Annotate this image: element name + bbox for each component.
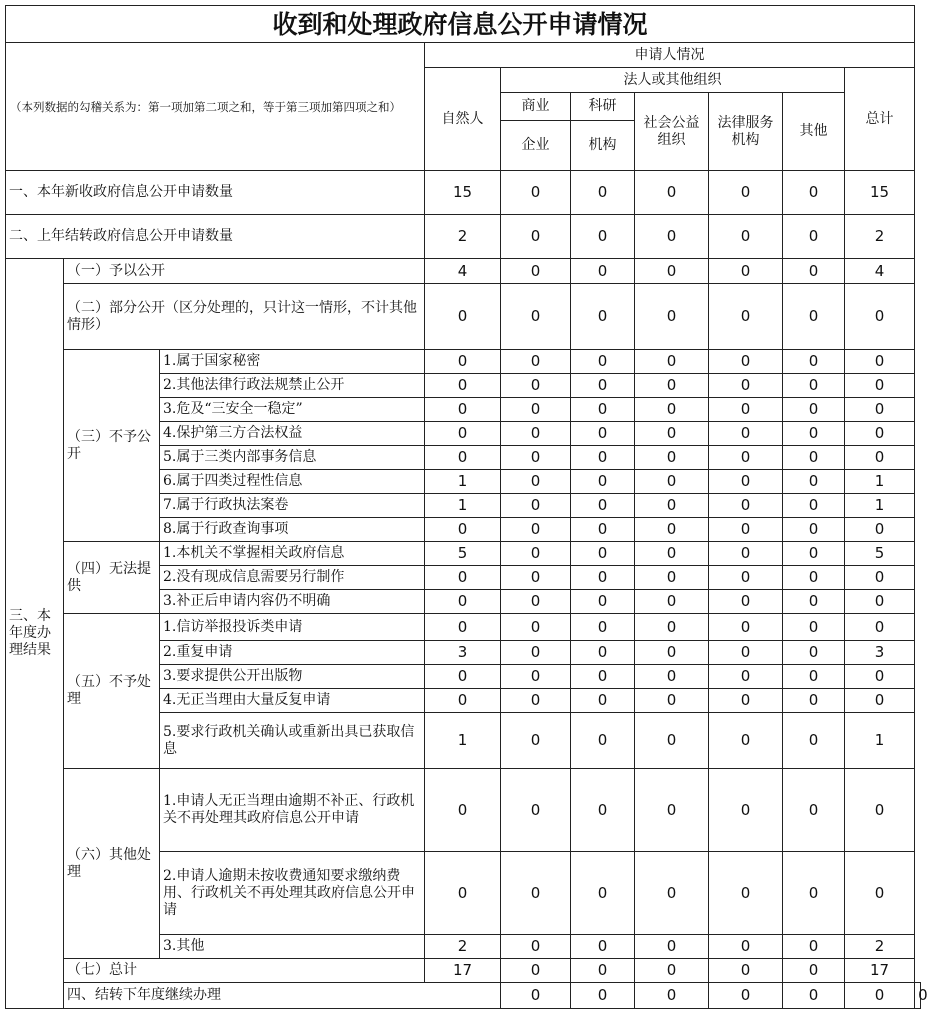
row-other-handling-1 bbox=[6, 769, 921, 852]
cell-value: 0 bbox=[915, 983, 921, 1009]
cell-value: 0 bbox=[845, 769, 915, 852]
cell-value: 0 bbox=[635, 641, 709, 665]
cell-value: 0 bbox=[571, 590, 635, 614]
cell-value: 15 bbox=[425, 171, 501, 215]
row-label: 5.要求行政机关确认或重新出具已获取信息 bbox=[160, 713, 425, 769]
cell-value: 0 bbox=[425, 614, 501, 641]
cell-value: 0 bbox=[783, 935, 845, 959]
cell-value: 1 bbox=[425, 494, 501, 518]
cell-value: 0 bbox=[783, 398, 845, 422]
cell-value: 0 bbox=[501, 542, 571, 566]
cell-value: 0 bbox=[425, 422, 501, 446]
cell-value: 0 bbox=[709, 852, 783, 935]
cell-value: 0 bbox=[571, 518, 635, 542]
cell-value: 2 bbox=[845, 935, 915, 959]
cell-value: 0 bbox=[635, 284, 709, 350]
cell-value: 0 bbox=[501, 590, 571, 614]
cell-value: 0 bbox=[783, 959, 845, 983]
gov-info-disclosure-table bbox=[5, 5, 928, 1009]
cell-value: 0 bbox=[845, 983, 915, 1009]
cell-value: 0 bbox=[709, 171, 783, 215]
row-label: 5.属于三类内部事务信息 bbox=[160, 446, 425, 470]
cell-value: 0 bbox=[571, 374, 635, 398]
social-org-header: 社会公益组织 bbox=[635, 93, 709, 171]
commercial-header-bottom: 企业 bbox=[501, 121, 571, 171]
cell-value: 0 bbox=[571, 852, 635, 935]
cell-value: 0 bbox=[845, 518, 915, 542]
row-label: （七）总计 bbox=[64, 959, 425, 983]
cell-value: 0 bbox=[501, 566, 571, 590]
cell-value: 0 bbox=[425, 689, 501, 713]
cell-value: 0 bbox=[635, 171, 709, 215]
balance-note: （本列数据的勾稽关系为：第一项加第二项之和，等于第三项加第四项之和） bbox=[6, 43, 425, 171]
cell-value: 0 bbox=[635, 614, 709, 641]
cell-value: 0 bbox=[783, 983, 845, 1009]
cell-value: 0 bbox=[501, 171, 571, 215]
cell-value: 0 bbox=[709, 689, 783, 713]
cell-value: 0 bbox=[501, 446, 571, 470]
cell-value: 1 bbox=[425, 470, 501, 494]
cell-value: 0 bbox=[501, 959, 571, 983]
cell-value: 0 bbox=[425, 518, 501, 542]
cell-value: 0 bbox=[709, 374, 783, 398]
cell-value: 0 bbox=[783, 215, 845, 259]
cell-value: 0 bbox=[571, 689, 635, 713]
cell-value: 1 bbox=[845, 713, 915, 769]
cell-value: 0 bbox=[571, 665, 635, 689]
cell-value: 0 bbox=[501, 284, 571, 350]
row-label: （二）部分公开（区分处理的，只计这一情形，不计其他情形） bbox=[64, 284, 425, 350]
cell-value: 0 bbox=[635, 665, 709, 689]
row-subtotal bbox=[6, 959, 921, 983]
cell-value: 0 bbox=[571, 398, 635, 422]
cell-value: 0 bbox=[635, 689, 709, 713]
cell-value: 3 bbox=[845, 641, 915, 665]
row-label: 3.危及“三安全一稳定” bbox=[160, 398, 425, 422]
cell-value: 0 bbox=[709, 983, 783, 1009]
row-carry-forward bbox=[6, 983, 921, 1009]
cell-value: 0 bbox=[709, 665, 783, 689]
row-label: 6.属于四类过程性信息 bbox=[160, 470, 425, 494]
row-label: 3.其他 bbox=[160, 935, 425, 959]
cell-value: 0 bbox=[571, 494, 635, 518]
cell-value: 0 bbox=[783, 665, 845, 689]
cell-value: 0 bbox=[635, 542, 709, 566]
cell-value: 0 bbox=[783, 590, 845, 614]
cell-value: 0 bbox=[501, 689, 571, 713]
cell-value: 4 bbox=[845, 259, 915, 284]
cell-value: 0 bbox=[783, 350, 845, 374]
cell-value: 0 bbox=[635, 983, 709, 1009]
row-new-requests bbox=[6, 171, 921, 215]
cell-value: 0 bbox=[709, 769, 783, 852]
row-label: 一、本年新收政府信息公开申请数量 bbox=[6, 171, 425, 215]
row-label: 4.保护第三方合法权益 bbox=[160, 422, 425, 446]
row-not-disclosed-1 bbox=[6, 350, 921, 374]
cell-value: 0 bbox=[845, 350, 915, 374]
cell-value: 0 bbox=[845, 446, 915, 470]
cell-value: 0 bbox=[425, 374, 501, 398]
cell-value: 0 bbox=[425, 852, 501, 935]
cell-value: 0 bbox=[709, 350, 783, 374]
row-partially-disclosed bbox=[6, 284, 921, 350]
cell-value: 17 bbox=[425, 959, 501, 983]
row-label: 3.补正后申请内容仍不明确 bbox=[160, 590, 425, 614]
cell-value: 0 bbox=[501, 494, 571, 518]
cell-value: 0 bbox=[783, 284, 845, 350]
research-header-top: 科研 bbox=[571, 93, 635, 121]
cell-value: 0 bbox=[709, 398, 783, 422]
cell-value: 0 bbox=[501, 398, 571, 422]
cell-value: 0 bbox=[501, 518, 571, 542]
cell-value: 0 bbox=[845, 566, 915, 590]
cell-value: 0 bbox=[709, 284, 783, 350]
title-row bbox=[6, 6, 921, 43]
cell-value: 0 bbox=[709, 935, 783, 959]
report-table-wrapper bbox=[5, 5, 928, 1009]
group-other-handling-label: （六）其他处理 bbox=[64, 769, 160, 959]
total-header: 总计 bbox=[845, 68, 915, 171]
row-not-processed-1 bbox=[6, 614, 921, 641]
cell-value: 0 bbox=[709, 713, 783, 769]
cell-value: 0 bbox=[783, 566, 845, 590]
cell-value: 0 bbox=[845, 590, 915, 614]
cell-value: 1 bbox=[845, 494, 915, 518]
cell-value: 0 bbox=[635, 590, 709, 614]
cell-value: 0 bbox=[845, 614, 915, 641]
cell-value: 0 bbox=[635, 374, 709, 398]
cell-value: 0 bbox=[709, 641, 783, 665]
group-unable-label: （四）无法提供 bbox=[64, 542, 160, 614]
cell-value: 0 bbox=[571, 470, 635, 494]
cell-value: 0 bbox=[571, 713, 635, 769]
cell-value: 0 bbox=[501, 350, 571, 374]
cell-value: 0 bbox=[709, 259, 783, 284]
cell-value: 0 bbox=[709, 959, 783, 983]
cell-value: 4 bbox=[425, 259, 501, 284]
cell-value: 0 bbox=[425, 566, 501, 590]
cell-value: 0 bbox=[635, 494, 709, 518]
row-label: 8.属于行政查询事项 bbox=[160, 518, 425, 542]
cell-value: 0 bbox=[501, 641, 571, 665]
cell-value: 0 bbox=[571, 959, 635, 983]
row-label: 2.重复申请 bbox=[160, 641, 425, 665]
cell-value: 0 bbox=[635, 446, 709, 470]
cell-value: 0 bbox=[635, 713, 709, 769]
group-not-processed-label: （五）不予处理 bbox=[64, 614, 160, 769]
cell-value: 17 bbox=[845, 959, 915, 983]
row-label: 2.申请人逾期未按收费通知要求缴纳费用、行政机关不再处理其政府信息公开申请 bbox=[160, 852, 425, 935]
cell-value: 0 bbox=[635, 350, 709, 374]
cell-value: 0 bbox=[635, 259, 709, 284]
row-unable-1 bbox=[6, 542, 921, 566]
row-label: 1.信访举报投诉类申请 bbox=[160, 614, 425, 641]
row-label: 1.属于国家秘密 bbox=[160, 350, 425, 374]
cell-value: 0 bbox=[425, 769, 501, 852]
cell-value: 0 bbox=[501, 259, 571, 284]
cell-value: 0 bbox=[709, 566, 783, 590]
cell-value: 0 bbox=[845, 689, 915, 713]
cell-value: 0 bbox=[571, 350, 635, 374]
row-label: 四、结转下年度继续办理 bbox=[64, 983, 501, 1009]
cell-value: 0 bbox=[635, 852, 709, 935]
cell-value: 0 bbox=[709, 446, 783, 470]
cell-value: 2 bbox=[425, 215, 501, 259]
cell-value: 0 bbox=[845, 665, 915, 689]
row-label: 二、上年结转政府信息公开申请数量 bbox=[6, 215, 425, 259]
row-label: （一）予以公开 bbox=[64, 259, 425, 284]
cell-value: 0 bbox=[501, 935, 571, 959]
row-label: 2.没有现成信息需要另行制作 bbox=[160, 566, 425, 590]
cell-value: 0 bbox=[845, 852, 915, 935]
cell-value: 0 bbox=[501, 983, 571, 1009]
page-title: 收到和处理政府信息公开申请情况 bbox=[6, 6, 915, 43]
commercial-header-top: 商业 bbox=[501, 93, 571, 121]
cell-value: 0 bbox=[501, 374, 571, 398]
cell-value: 0 bbox=[783, 446, 845, 470]
header-row-1 bbox=[6, 43, 921, 68]
cell-value: 5 bbox=[845, 542, 915, 566]
cell-value: 0 bbox=[783, 518, 845, 542]
row-label: 3.要求提供公开出版物 bbox=[160, 665, 425, 689]
cell-value: 0 bbox=[501, 713, 571, 769]
cell-value: 0 bbox=[501, 852, 571, 935]
cell-value: 0 bbox=[635, 769, 709, 852]
other-header: 其他 bbox=[783, 93, 845, 171]
cell-value: 0 bbox=[635, 215, 709, 259]
cell-value: 0 bbox=[571, 769, 635, 852]
cell-value: 0 bbox=[571, 284, 635, 350]
cell-value: 0 bbox=[845, 422, 915, 446]
cell-value: 0 bbox=[501, 470, 571, 494]
cell-value: 0 bbox=[783, 259, 845, 284]
cell-value: 0 bbox=[709, 215, 783, 259]
cell-value: 0 bbox=[571, 215, 635, 259]
cell-value: 0 bbox=[635, 470, 709, 494]
cell-value: 1 bbox=[845, 470, 915, 494]
cell-value: 0 bbox=[783, 689, 845, 713]
row-disclosed bbox=[6, 259, 921, 284]
cell-value: 5 bbox=[425, 542, 501, 566]
cell-value: 0 bbox=[501, 665, 571, 689]
cell-value: 0 bbox=[425, 446, 501, 470]
cell-value: 0 bbox=[845, 374, 915, 398]
cell-value: 0 bbox=[425, 665, 501, 689]
cell-value: 0 bbox=[783, 641, 845, 665]
cell-value: 0 bbox=[635, 518, 709, 542]
cell-value: 0 bbox=[709, 542, 783, 566]
cell-value: 0 bbox=[709, 422, 783, 446]
cell-value: 0 bbox=[783, 542, 845, 566]
cell-value: 0 bbox=[571, 446, 635, 470]
row-label: 7.属于行政执法案卷 bbox=[160, 494, 425, 518]
cell-value: 0 bbox=[571, 983, 635, 1009]
row-label: 4.无正当理由大量反复申请 bbox=[160, 689, 425, 713]
section-three-label: 三、本年度办理结果 bbox=[6, 259, 64, 1009]
cell-value: 0 bbox=[635, 398, 709, 422]
cell-value: 0 bbox=[571, 259, 635, 284]
cell-value: 0 bbox=[635, 935, 709, 959]
applicant-situation-header: 申请人情况 bbox=[425, 43, 915, 68]
cell-value: 0 bbox=[425, 590, 501, 614]
cell-value: 0 bbox=[425, 350, 501, 374]
legal-service-header: 法律服务机构 bbox=[709, 93, 783, 171]
cell-value: 0 bbox=[783, 171, 845, 215]
cell-value: 2 bbox=[845, 215, 915, 259]
cell-value: 0 bbox=[571, 566, 635, 590]
cell-value: 0 bbox=[783, 713, 845, 769]
cell-value: 2 bbox=[425, 935, 501, 959]
group-not-disclosed-label: （三）不予公开 bbox=[64, 350, 160, 542]
cell-value: 0 bbox=[783, 374, 845, 398]
cell-value: 0 bbox=[571, 614, 635, 641]
cell-value: 0 bbox=[571, 171, 635, 215]
cell-value: 0 bbox=[501, 614, 571, 641]
cell-value: 0 bbox=[635, 566, 709, 590]
cell-value: 1 bbox=[425, 713, 501, 769]
cell-value: 0 bbox=[783, 852, 845, 935]
cell-value: 0 bbox=[709, 614, 783, 641]
cell-value: 0 bbox=[501, 769, 571, 852]
row-label: 1.本机关不掌握相关政府信息 bbox=[160, 542, 425, 566]
cell-value: 0 bbox=[571, 935, 635, 959]
legal-org-header: 法人或其他组织 bbox=[501, 68, 845, 93]
cell-value: 3 bbox=[425, 641, 501, 665]
cell-value: 0 bbox=[571, 542, 635, 566]
cell-value: 0 bbox=[783, 614, 845, 641]
natural-person-header: 自然人 bbox=[425, 68, 501, 171]
row-label: 1.申请人无正当理由逾期不补正、行政机关不再处理其政府信息公开申请 bbox=[160, 769, 425, 852]
cell-value: 0 bbox=[709, 518, 783, 542]
cell-value: 0 bbox=[709, 590, 783, 614]
cell-value: 0 bbox=[845, 398, 915, 422]
cell-value: 15 bbox=[845, 171, 915, 215]
cell-value: 0 bbox=[501, 215, 571, 259]
cell-value: 0 bbox=[425, 398, 501, 422]
cell-value: 0 bbox=[709, 470, 783, 494]
cell-value: 0 bbox=[845, 284, 915, 350]
cell-value: 0 bbox=[571, 641, 635, 665]
cell-value: 0 bbox=[783, 422, 845, 446]
cell-value: 0 bbox=[783, 494, 845, 518]
row-carried-over bbox=[6, 215, 921, 259]
cell-value: 0 bbox=[501, 422, 571, 446]
cell-value: 0 bbox=[635, 422, 709, 446]
cell-value: 0 bbox=[571, 422, 635, 446]
research-header-bottom: 机构 bbox=[571, 121, 635, 171]
cell-value: 0 bbox=[783, 470, 845, 494]
row-label: 2.其他法律行政法规禁止公开 bbox=[160, 374, 425, 398]
cell-value: 0 bbox=[783, 769, 845, 852]
cell-value: 0 bbox=[635, 959, 709, 983]
cell-value: 0 bbox=[709, 494, 783, 518]
cell-value: 0 bbox=[425, 284, 501, 350]
